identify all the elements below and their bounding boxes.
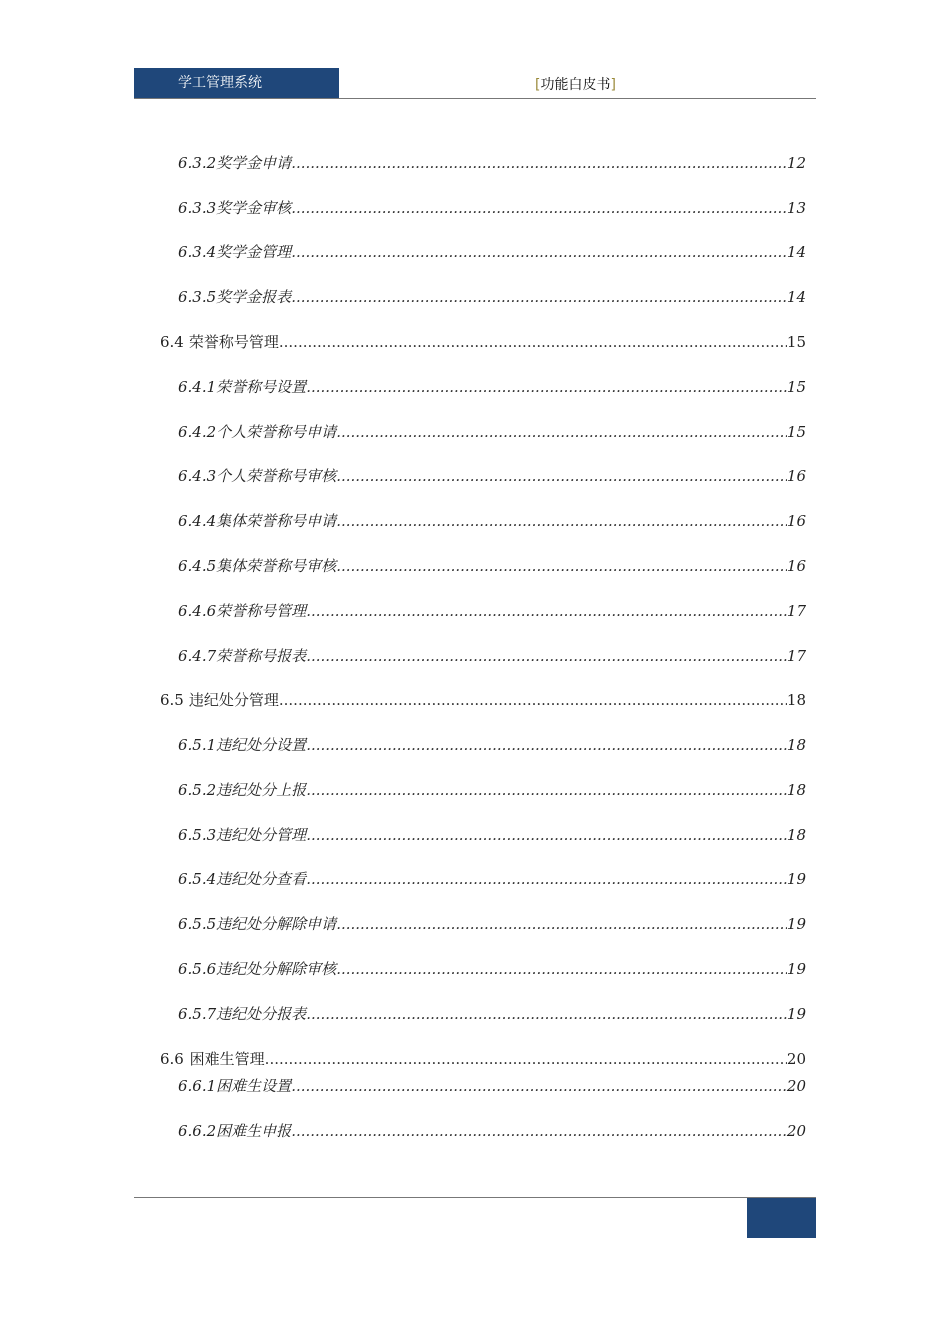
toc-entry[interactable] bbox=[178, 465, 806, 487]
toc-entry-number: 6.5.4 bbox=[178, 870, 217, 888]
toc-entry[interactable] bbox=[178, 1075, 806, 1097]
toc-entry-page: 19 bbox=[786, 1005, 806, 1023]
toc-entry[interactable] bbox=[178, 779, 806, 801]
toc-entry[interactable] bbox=[178, 555, 806, 577]
toc-entry-title: 违纪处分解除申请 bbox=[216, 915, 337, 933]
toc-entry-title: 荣誉称号管理 bbox=[216, 602, 307, 620]
toc-entry[interactable] bbox=[178, 1120, 806, 1142]
toc-leader-dots bbox=[291, 1122, 787, 1140]
toc-leader-dots bbox=[336, 915, 787, 933]
toc-entry[interactable] bbox=[178, 913, 806, 935]
toc-entry-number: 6.6.2 bbox=[178, 1122, 217, 1140]
toc-entry[interactable] bbox=[178, 958, 806, 980]
toc-entry-page: 18 bbox=[786, 781, 806, 799]
toc-entry[interactable] bbox=[178, 645, 806, 667]
toc-entry-title: 奖学金报表 bbox=[216, 288, 292, 306]
toc-entry-number: 6.5.1 bbox=[178, 736, 217, 754]
toc-entry-title: 荣誉称号报表 bbox=[216, 647, 307, 665]
toc-entry-title: 违纪处分管理 bbox=[216, 826, 307, 844]
toc-entry[interactable] bbox=[178, 421, 806, 443]
toc-entry-number: 6.3.4 bbox=[178, 243, 217, 261]
toc-entry-title: 违纪处分解除审核 bbox=[216, 960, 337, 978]
toc-entry-number: 6.5.3 bbox=[178, 826, 217, 844]
toc-leader-dots bbox=[336, 557, 787, 575]
toc-entry-title: 违纪处分设置 bbox=[216, 736, 307, 754]
toc-leader-dots bbox=[265, 1050, 787, 1068]
toc-leader-dots bbox=[291, 199, 787, 217]
toc-leader-dots bbox=[336, 423, 787, 441]
toc-entry-title: 违纪处分报表 bbox=[216, 1005, 307, 1023]
toc-entry-page: 15 bbox=[786, 333, 806, 351]
toc-entry-page: 17 bbox=[786, 602, 806, 620]
toc-entry-title: 荣誉称号设置 bbox=[216, 378, 307, 396]
toc-entry-title: 违纪处分管理 bbox=[188, 691, 279, 709]
toc-entry-number: 6.5.7 bbox=[178, 1005, 217, 1023]
toc-entry-number: 6.4.4 bbox=[178, 512, 217, 530]
toc-entry[interactable] bbox=[178, 1003, 806, 1025]
toc-entry-number: 6.3.3 bbox=[178, 199, 217, 217]
toc-entry-title: 困难生管理 bbox=[189, 1050, 265, 1068]
bracket-close: ] bbox=[610, 77, 616, 93]
toc-entry-number: 6.3.5 bbox=[178, 288, 217, 306]
toc-entry-number: 6.4.7 bbox=[178, 647, 217, 665]
toc-entry[interactable] bbox=[178, 197, 806, 219]
toc-entry-number: 6.5.6 bbox=[178, 960, 217, 978]
toc-leader-dots bbox=[306, 378, 787, 396]
toc-entry-page: 17 bbox=[786, 647, 806, 665]
toc-entry-page: 14 bbox=[786, 288, 806, 306]
toc-entry-page: 19 bbox=[786, 870, 806, 888]
toc-entry[interactable] bbox=[178, 152, 806, 174]
toc-entry-page: 20 bbox=[786, 1050, 806, 1068]
toc-entry-number: 6.4.1 bbox=[178, 378, 217, 396]
toc-entry-title: 困难生申报 bbox=[216, 1122, 292, 1140]
toc-leader-dots bbox=[306, 736, 787, 754]
toc-entry-number: 6.5 bbox=[160, 691, 184, 709]
toc-entry-page: 15 bbox=[786, 423, 806, 441]
toc-entry-page: 18 bbox=[786, 691, 806, 709]
toc-entry-title: 个人荣誉称号审核 bbox=[216, 467, 337, 485]
toc-leader-dots bbox=[279, 333, 787, 351]
toc-entry-page: 16 bbox=[786, 467, 806, 485]
toc-entry-number: 6.5.5 bbox=[178, 915, 217, 933]
header-subtitle bbox=[535, 74, 616, 94]
toc-leader-dots bbox=[336, 960, 787, 978]
toc-entry[interactable] bbox=[178, 824, 806, 846]
toc-entry[interactable] bbox=[178, 600, 806, 622]
toc-entry-page: 13 bbox=[786, 199, 806, 217]
toc-leader-dots bbox=[336, 512, 787, 530]
toc-entry-title: 集体荣誉称号审核 bbox=[216, 557, 337, 575]
toc-entry[interactable] bbox=[178, 241, 806, 263]
toc-entry-number: 6.6 bbox=[160, 1050, 184, 1068]
toc-leader-dots bbox=[306, 826, 787, 844]
toc-entry-title: 个人荣誉称号申请 bbox=[216, 423, 337, 441]
toc-entry-page: 19 bbox=[786, 960, 806, 978]
toc-entry-page: 14 bbox=[786, 243, 806, 261]
toc-entry-number: 6.4.2 bbox=[178, 423, 217, 441]
toc-entry-title: 荣誉称号管理 bbox=[188, 333, 279, 351]
toc-entry-title: 集体荣誉称号申请 bbox=[216, 512, 337, 530]
header-title-tab bbox=[134, 68, 339, 99]
toc-entry-number: 6.4 bbox=[160, 333, 184, 351]
toc-entry[interactable] bbox=[160, 331, 806, 353]
toc-entry-title: 违纪处分查看 bbox=[216, 870, 307, 888]
toc-entry-page: 15 bbox=[786, 378, 806, 396]
toc-entry-number: 6.6.1 bbox=[178, 1077, 217, 1095]
toc-entry[interactable] bbox=[178, 376, 806, 398]
toc-leader-dots bbox=[306, 647, 787, 665]
header-title: 学工管理系统 bbox=[178, 75, 262, 91]
toc-leader-dots bbox=[291, 1077, 787, 1095]
toc-entry-title: 违纪处分上报 bbox=[216, 781, 307, 799]
bracket-open: [ bbox=[535, 77, 541, 93]
toc-entry-number: 6.4.5 bbox=[178, 557, 217, 575]
toc-entry-page: 20 bbox=[786, 1077, 806, 1095]
toc-entry-title: 奖学金管理 bbox=[216, 243, 292, 261]
toc-leader-dots bbox=[306, 781, 787, 799]
toc-leader-dots bbox=[291, 243, 787, 261]
toc-entry-page: 20 bbox=[786, 1122, 806, 1140]
toc-leader-dots bbox=[291, 154, 787, 172]
toc-entry[interactable] bbox=[178, 868, 806, 890]
toc-entry-title: 困难生设置 bbox=[216, 1077, 292, 1095]
toc-entry-page: 18 bbox=[786, 736, 806, 754]
toc-leader-dots bbox=[306, 602, 787, 620]
footer-divider bbox=[134, 1197, 816, 1198]
toc-entry-number: 6.3.2 bbox=[178, 154, 217, 172]
toc-entry[interactable] bbox=[160, 689, 806, 711]
toc-entry-page: 12 bbox=[786, 154, 806, 172]
toc-entry[interactable] bbox=[160, 1048, 806, 1070]
toc-entry-number: 6.4.3 bbox=[178, 467, 217, 485]
toc-entry-title: 奖学金审核 bbox=[216, 199, 292, 217]
toc-leader-dots bbox=[291, 288, 787, 306]
toc-leader-dots bbox=[336, 467, 787, 485]
footer-page-box bbox=[747, 1198, 816, 1238]
toc-entry-title: 奖学金申请 bbox=[216, 154, 292, 172]
toc-entry[interactable] bbox=[178, 510, 806, 532]
toc-entry-number: 6.4.6 bbox=[178, 602, 217, 620]
toc-entry[interactable] bbox=[178, 286, 806, 308]
toc-entry-page: 16 bbox=[786, 557, 806, 575]
toc-leader-dots bbox=[306, 870, 787, 888]
toc-entry-page: 19 bbox=[786, 915, 806, 933]
toc-leader-dots bbox=[279, 691, 787, 709]
toc-entry-page: 18 bbox=[786, 826, 806, 844]
toc-entry-number: 6.5.2 bbox=[178, 781, 217, 799]
toc-leader-dots bbox=[306, 1005, 787, 1023]
toc-entry-page: 16 bbox=[786, 512, 806, 530]
header-subtitle-text: 功能白皮书 bbox=[540, 77, 611, 93]
header-divider bbox=[134, 98, 816, 99]
toc-entry[interactable] bbox=[178, 734, 806, 756]
